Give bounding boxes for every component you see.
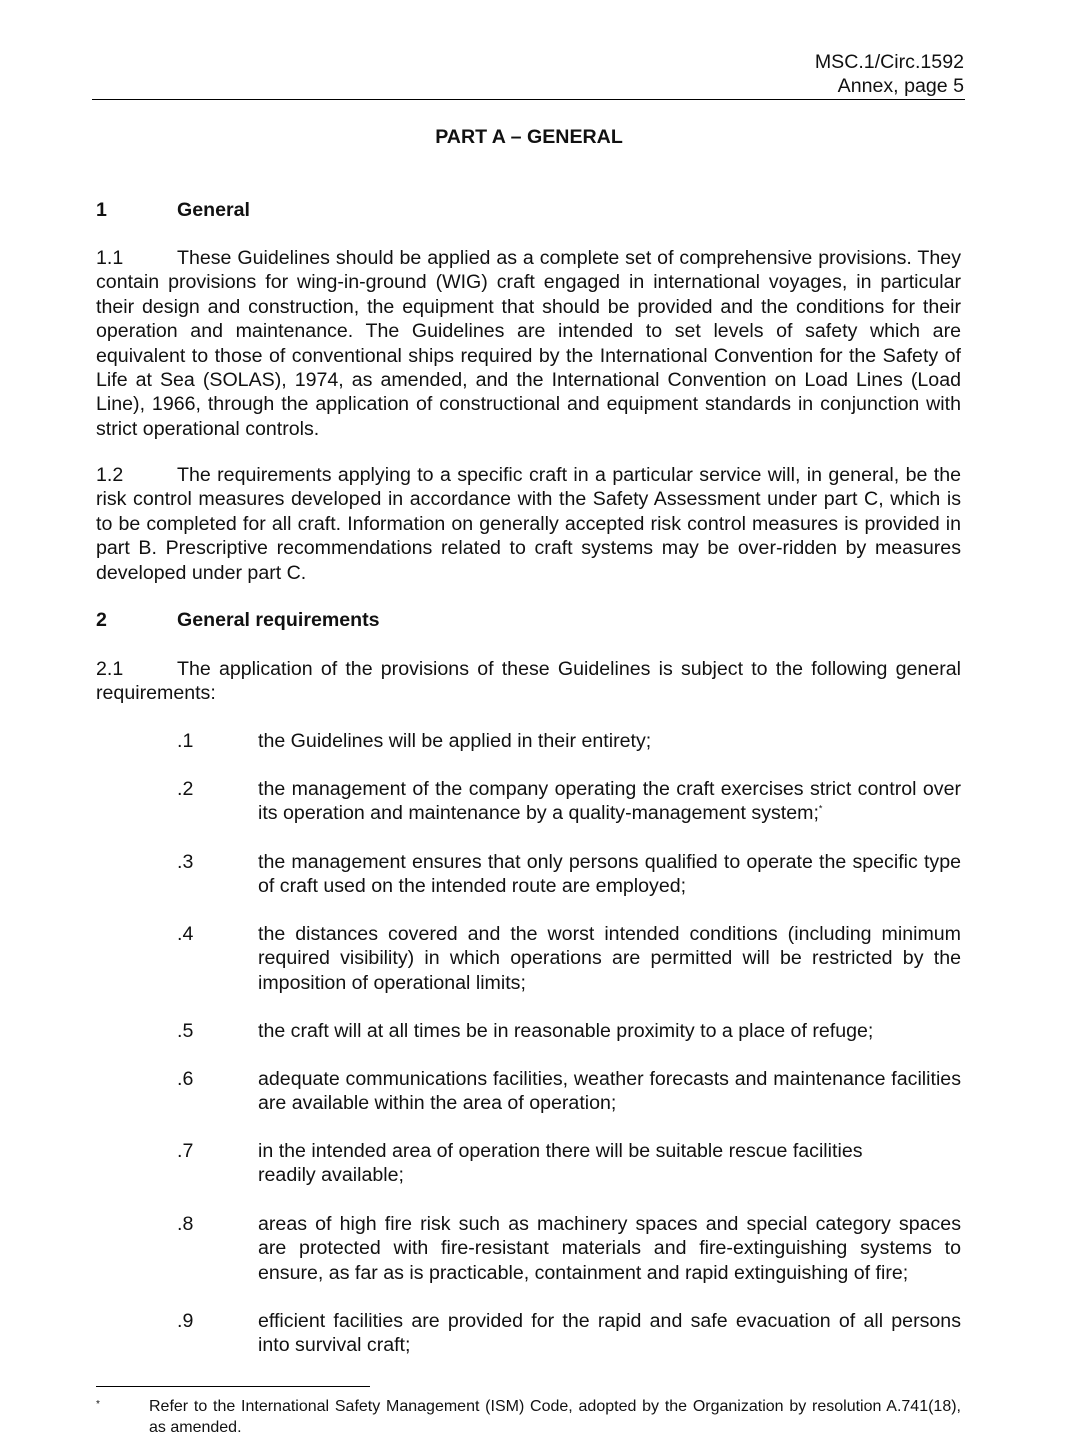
item-number: .9 bbox=[177, 1310, 194, 1332]
list-item bbox=[177, 1212, 961, 1285]
document-id: MSC.1/Circ.1592 bbox=[814, 51, 964, 73]
footnote-mark: * bbox=[96, 1399, 100, 1410]
paragraph-text: The application of the provisions of these Guidelines is subject to the following general requirements: bbox=[96, 658, 961, 705]
paragraph-2-1 bbox=[96, 657, 961, 706]
list-item bbox=[177, 1019, 961, 1043]
item-text: in the intended area of operation there will be suitable rescue facilities readily available; bbox=[258, 1140, 863, 1187]
item-text: areas of high fire risk such as machinery spaces and special category spaces are protected with fire-resistant materials and fire-extinguishing systems to ensure, as far as is practicable, containment and rapid extinguishing of fire; bbox=[258, 1213, 961, 1284]
page-header bbox=[92, 50, 964, 98]
paragraph-text: These Guidelines should be applied as a complete set of comprehensive provisions. They contain provisions for wing-in-ground (WIG) craft engaged in international voyages, in particular their design and construction, the equipment that should be provided and the conditions for their operation and maintenance. The Guidelines are intended to set levels of safety which are equivalent to those of conventional ships required by the International Convention for the Safety of Life at Sea (SOLAS), 1974, as amended, and the International Convention on Load Lines (Load Line), 1966, through the application of constructional and equipment standards in conjunction with strict operational controls. bbox=[96, 247, 961, 440]
item-number: .2 bbox=[177, 778, 194, 800]
item-number: .8 bbox=[177, 1213, 194, 1235]
list-item bbox=[177, 1309, 961, 1358]
list-item bbox=[177, 729, 961, 753]
item-text: the Guidelines will be applied in their entirety; bbox=[258, 730, 652, 752]
section-title: General bbox=[177, 199, 250, 221]
list-item bbox=[177, 850, 961, 899]
item-text-with-footnote bbox=[258, 777, 961, 826]
section-heading-1 bbox=[96, 198, 250, 222]
paragraph-1-1 bbox=[96, 246, 961, 441]
list-item bbox=[177, 1139, 961, 1188]
footnote-separator bbox=[96, 1386, 370, 1387]
footnote-text: Refer to the International Safety Management (ISM) Code, adopted by the Organization by resolution A.741(18), as amended. bbox=[149, 1398, 961, 1436]
item-text: the distances covered and the worst intended conditions (including minimum required visibility) in which operations are permitted will be restricted by the imposition of operational limits; bbox=[258, 923, 961, 994]
item-text: the management ensures that only persons qualified to operate the specific type of craft used on the intended route are employed; bbox=[258, 851, 961, 898]
list-item bbox=[177, 1067, 961, 1116]
list-item bbox=[177, 777, 961, 826]
page-label: Annex, page 5 bbox=[837, 75, 964, 97]
item-text: the management of the company operating the craft exercises strict control over its operation and maintenance by a quality-management system; bbox=[258, 778, 961, 825]
item-number: .7 bbox=[177, 1140, 194, 1162]
paragraph-number: 1.2 bbox=[96, 464, 124, 486]
list-item bbox=[177, 922, 961, 995]
item-text: the craft will at all times be in reasonable proximity to a place of refuge; bbox=[258, 1020, 874, 1042]
section-title: General requirements bbox=[177, 609, 380, 631]
item-number: .3 bbox=[177, 851, 194, 873]
part-title: PART A – GENERAL bbox=[435, 126, 623, 148]
item-number: .1 bbox=[177, 730, 194, 752]
item-number: .5 bbox=[177, 1020, 194, 1042]
header-divider bbox=[92, 99, 965, 100]
paragraph-1-2 bbox=[96, 463, 961, 585]
section-number: 1 bbox=[96, 199, 107, 221]
section-number: 2 bbox=[96, 609, 107, 631]
item-number: .4 bbox=[177, 923, 194, 945]
paragraph-number: 2.1 bbox=[96, 658, 124, 680]
item-text: adequate communications facilities, weather forecasts and maintenance facilities are available within the area of operation; bbox=[258, 1068, 961, 1115]
item-text: efficient facilities are provided for the rapid and safe evacuation of all persons into survival craft; bbox=[258, 1310, 961, 1357]
item-number: .6 bbox=[177, 1068, 194, 1090]
paragraph-text: The requirements applying to a specific craft in a particular service will, in general, be the risk control measures developed in accordance with the Safety Assessment under part C, which is to be completed for all craft. Information on generally accepted risk control measures is provided in part B. Prescriptive recommendations related to craft systems may be over-ridden by measures developed under part C. bbox=[96, 464, 961, 584]
footnote-reference[interactable]: * bbox=[818, 803, 823, 814]
footnote bbox=[96, 1396, 961, 1438]
paragraph-number: 1.1 bbox=[96, 247, 124, 269]
section-heading-2 bbox=[96, 608, 380, 632]
